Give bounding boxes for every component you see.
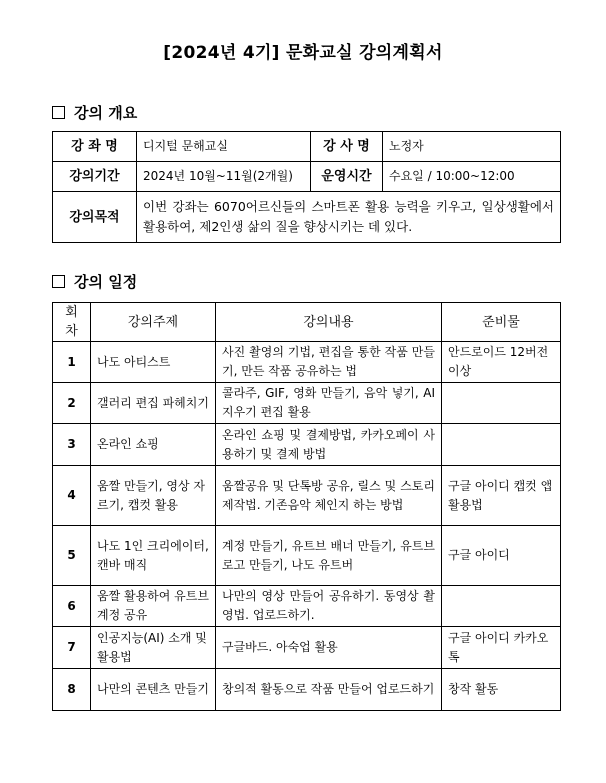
row-content: 사진 촬영의 기법, 편집을 통한 작품 만들기, 만든 작품 공유하는 법 [216,342,442,383]
row-content: 계정 만들기, 유트브 배너 만들기, 유트브 로고 만들기, 나도 유트버 [216,526,442,586]
row-topic: 나도 아티스트 [91,342,216,383]
row-number: 3 [53,424,91,466]
row-materials [442,383,561,424]
row-materials [442,586,561,627]
table-row [53,669,561,711]
header-round: 회차 [53,303,91,342]
period-label: 강의기간 [53,162,137,192]
overview-row [53,162,561,192]
row-number: 6 [53,586,91,627]
schedule-heading [52,271,137,292]
row-content: 움짤공유 및 단톡방 공유, 릴스 및 스토리 제작법. 기존음악 체인지 하는 방법 [216,466,442,526]
row-content: 콜라주, GIF, 영화 만들기, 음악 넣기, AI지우기 편집 활용 [216,383,442,424]
purpose-label: 강의목적 [53,192,137,243]
table-row [53,342,561,383]
lecture-name-label: 강 좌 명 [53,132,137,162]
row-number: 2 [53,383,91,424]
purpose-value: 이번 강좌는 6070어르신들의 스마트폰 활용 능력을 키우고, 일상생활에서 활용하여, 제2인생 삶의 질을 향상시키는 데 있다. [137,192,561,243]
table-row [53,627,561,669]
overview-heading-label: 강의 개요 [74,104,138,122]
row-topic: 움짤 만들기, 영상 자르기, 캡컷 활용 [91,466,216,526]
checkbox-square-icon [52,106,65,119]
header-topic: 강의주제 [91,303,216,342]
schedule-heading-label: 강의 일정 [74,273,138,291]
row-materials: 창작 활동 [442,669,561,711]
row-topic: 나만의 콘텐츠 만들기 [91,669,216,711]
table-row [53,383,561,424]
row-materials: 안드로이드 12버전이상 [442,342,561,383]
table-row [53,424,561,466]
overview-row [53,192,561,243]
period-value: 2024년 10월~11월(2개월) [137,162,311,192]
table-row [53,526,561,586]
overview-row [53,132,561,162]
row-content: 구글바드. 아숙업 활용 [216,627,442,669]
checkbox-square-icon [52,275,65,288]
row-content: 나만의 영상 만들어 공유하기. 동영상 촬영법. 업로드하기. [216,586,442,627]
row-number: 4 [53,466,91,526]
instructor-label: 강 사 명 [311,132,383,162]
overview-heading [52,102,137,123]
row-number: 5 [53,526,91,586]
table-row [53,466,561,526]
row-materials: 구글 아이디 [442,526,561,586]
time-value: 수요일 / 10:00~12:00 [383,162,561,192]
row-materials: 구글 아이디 캡컷 앱 활용법 [442,466,561,526]
row-topic: 움짤 활용하여 유트브 계정 공유 [91,586,216,627]
header-content: 강의내용 [216,303,442,342]
table-row [53,586,561,627]
row-number: 1 [53,342,91,383]
schedule-table [52,302,561,711]
document-title: [2024년 4기] 문화교실 강의계획서 [163,43,443,63]
schedule-header-row [53,303,561,342]
row-number: 7 [53,627,91,669]
lecture-name-value: 디지털 문해교실 [137,132,311,162]
row-topic: 인공지능(AI) 소개 및 활용법 [91,627,216,669]
row-content: 창의적 활동으로 작품 만들어 업로드하기 [216,669,442,711]
row-topic: 갤러리 편집 파헤치기 [91,383,216,424]
row-materials [442,424,561,466]
header-materials: 준비물 [442,303,561,342]
row-topic: 온라인 쇼핑 [91,424,216,466]
time-label: 운영시간 [311,162,383,192]
instructor-value: 노정자 [383,132,561,162]
row-content: 온라인 쇼핑 및 결제방법, 카카오페이 사용하기 및 결제 방법 [216,424,442,466]
overview-table [52,131,561,243]
row-materials: 구글 아이디 카카오톡 [442,627,561,669]
row-topic: 나도 1인 크리에이터, 캔바 매직 [91,526,216,586]
row-number: 8 [53,669,91,711]
